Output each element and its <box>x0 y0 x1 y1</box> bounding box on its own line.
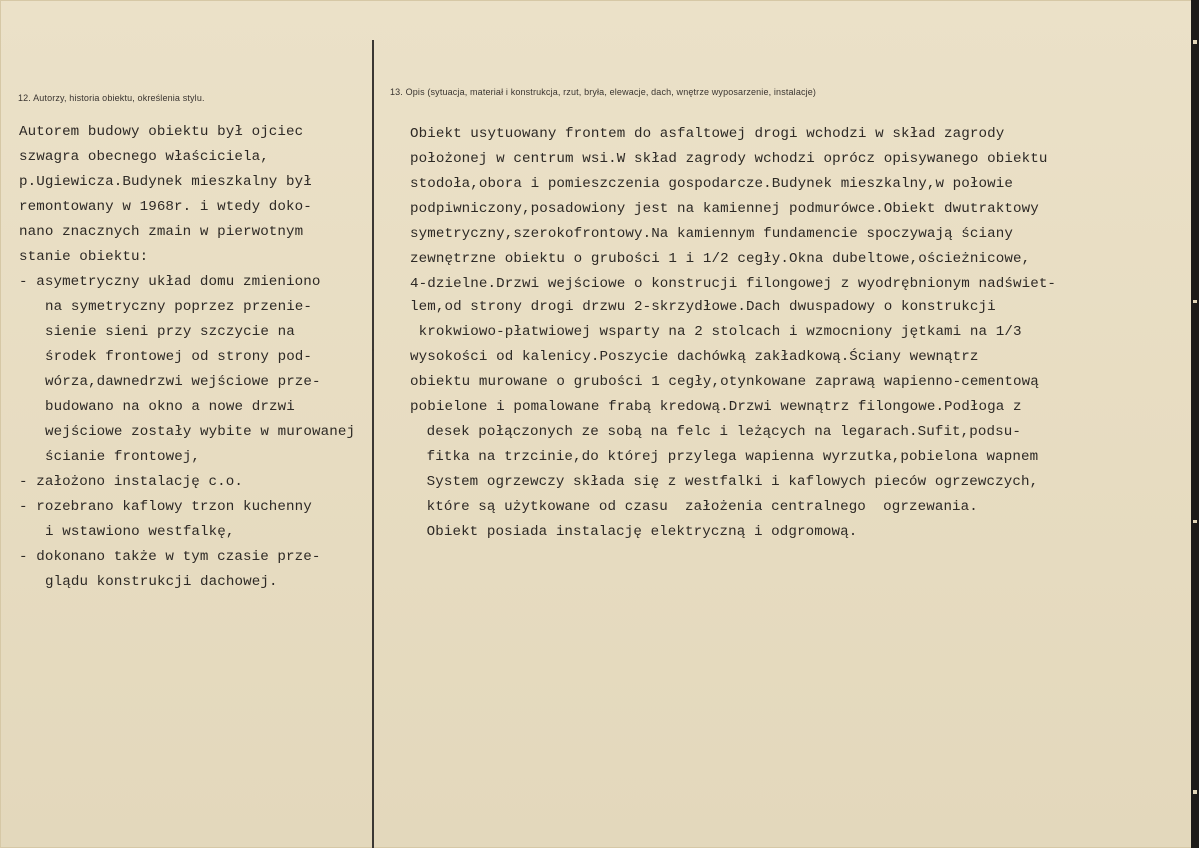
left-line: - asymetryczny układ domu zmieniono <box>19 274 321 290</box>
right-line: które są użytkowane od czasu założenia centralnego ogrzewania. <box>418 499 978 515</box>
left-line: glądu konstrukcji dachowej. <box>45 574 278 590</box>
right-line: Obiekt posiada instalację elektryczną i odgromową. <box>418 524 858 540</box>
left-line: - założono instalację c.o. <box>19 474 243 490</box>
section-13-header: 13. Opis (sytuacja, materiał i konstrukcja, rzut, bryła, elewacje, dach, wnętrze wyposarzenie, instalacje) <box>390 87 817 97</box>
left-line: - dokonano także w tym czasie prze- <box>19 549 321 565</box>
right-line: położonej w centrum wsi.W skład zagrody wchodzi oprócz opisywanego obiektu <box>410 151 1048 167</box>
left-line: szwagra obecnego właściciela, <box>19 149 269 165</box>
left-line: remontowany w 1968r. i wtedy doko- <box>19 199 312 215</box>
right-line: Obiekt usytuowany frontem do asfaltowej drogi wchodzi w skład zagrody <box>410 126 1005 142</box>
right-line: pobielone i pomalowane frabą kredową.Drzwi wewnątrz filongowe.Podłoga z <box>410 399 1022 415</box>
right-line: obiektu murowane o grubości 1 cegły,otynkowane zaprawą wapienno-cementową <box>410 374 1039 390</box>
scan-edge-strip <box>1191 0 1199 848</box>
right-line: fitka na trzcinie,do której przylega wapienna wyrzutka,pobielona wapnem <box>418 449 1039 465</box>
ink-dot <box>372 349 374 351</box>
left-line: budowano na okno a nowe drzwi <box>45 399 295 415</box>
left-line: wejściowe zostały wybite w murowanej <box>45 424 356 440</box>
edge-notch <box>1193 790 1197 794</box>
right-line: stodoła,obora i pomieszczenia gospodarcze.Budynek mieszkalny,w połowie <box>410 176 1013 192</box>
left-line: ścianie frontowej, <box>45 449 201 465</box>
right-line: wysokości od kalenicy.Poszycie dachówką zakładkową.Ściany wewnątrz <box>410 349 979 365</box>
right-line: symetryczny,szerokofrontowy.Na kamiennym fundamencie spoczywają ściany <box>410 226 1013 242</box>
section-12-header: 12. Autorzy, historia obiektu, określenia stylu. <box>18 93 205 103</box>
right-line: lem,od strony drogi drzwu 2-skrzydłowe.Dach dwuspadowy o konstrukcji <box>410 299 996 315</box>
right-line: System ogrzewczy składa się z westfalki i kaflowych pieców ogrzewczych, <box>418 474 1039 490</box>
edge-notch <box>1193 40 1197 44</box>
left-line: środek frontowej od strony pod- <box>45 349 313 365</box>
right-line: podpiwniczony,posadowiony jest na kamiennej podmurówce.Obiekt dwutraktowy <box>410 201 1039 217</box>
left-line: stanie obiektu: <box>19 249 149 265</box>
right-line: desek połączonych ze sobą na felc i leżących na legarach.Sufit,podsu- <box>418 424 1021 440</box>
left-line: nano znacznych zmain w pierwotnym <box>19 224 304 240</box>
edge-notch <box>1193 520 1197 523</box>
left-line: i wstawiono westfalkę, <box>45 524 235 540</box>
left-line: sienie sieni przy szczycie na <box>45 324 295 340</box>
left-line: - rozebrano kaflowy trzon kuchenny <box>19 499 312 515</box>
right-line: krokwiowo-płatwiowej wsparty na 2 stolcach i wzmocniony jętkami na 1/3 <box>410 324 1022 340</box>
right-line: zewnętrzne obiektu o grubości 1 i 1/2 cegły.Okna dubeltowe,ościeżnicowe, <box>410 251 1031 267</box>
right-line: 4-dzielne.Drzwi wejściowe o konstrucji filongowej z wyodrębnionym nadświet- <box>410 276 1057 292</box>
column-divider <box>372 40 374 848</box>
left-line: Autorem budowy obiektu był ojciec <box>19 124 304 140</box>
left-line: p.Ugiewicza.Budynek mieszkalny był <box>19 174 312 190</box>
left-line: wórza,dawnedrzwi wejściowe prze- <box>45 374 321 390</box>
left-line: na symetryczny poprzez przenie- <box>45 299 313 315</box>
edge-notch <box>1193 300 1197 303</box>
